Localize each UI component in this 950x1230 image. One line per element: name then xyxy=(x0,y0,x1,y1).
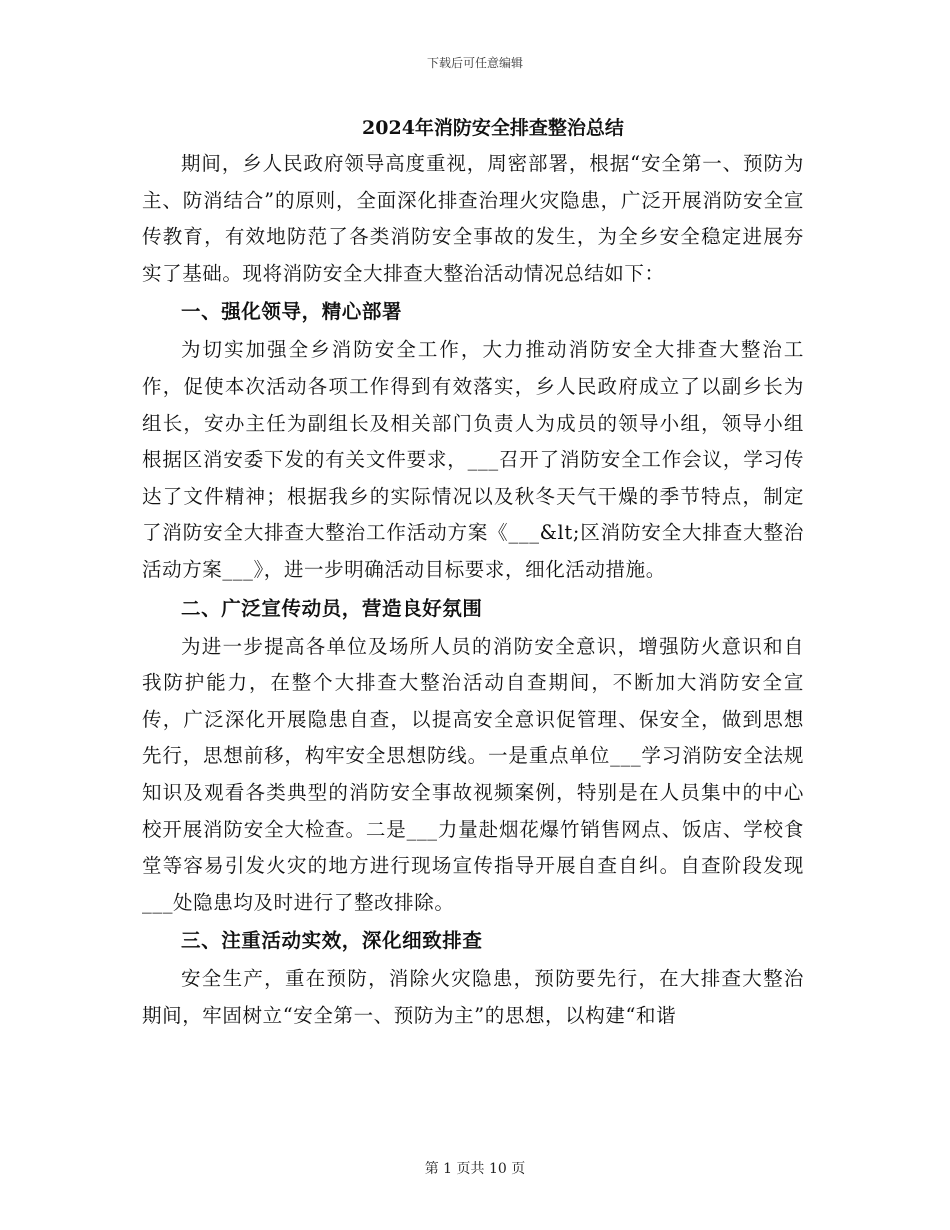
section-1-heading: 一、强化领导，精心部署 xyxy=(181,300,403,324)
intro-paragraph: 期间，乡人民政府领导高度重视，周密部署，根据“安全第一、预防为主、防消结合”的原则，全面深化排查治理火灾隐患，广泛开展消防安全宣传教育，有效地防范了各类消防安全事故的发生，为全乡安全稳定进展夯实了基础。现将消防安全大排查大整治活动情况总结如下： xyxy=(142,152,804,285)
header-note: 下载后可任意编辑 xyxy=(426,56,523,70)
section-3-paragraph: 安全生产，重在预防，消除火灾隐患，预防要先行，在大排查大整治期间，牢固树立“安全第一、预防为主”的思想，以构建“和谐 xyxy=(142,967,804,1027)
section-3-heading: 三、注重活动实效，深化细致排查 xyxy=(181,929,483,953)
document-body xyxy=(142,110,804,1034)
document-title: 2024年消防安全排查整治总结 xyxy=(362,117,624,139)
page-number: 第 1 页共 10 页 xyxy=(424,1161,526,1177)
section-2-heading: 二、广泛宣传动员，营造良好氛围 xyxy=(181,596,483,620)
section-1-paragraph: 为切实加强全乡消防安全工作，大力推动消防安全大排查大整治工作，促使本次活动各项工作得到有效落实，乡人民政府成立了以副乡长为组长，安办主任为副组长及相关部门负责人为成员的领导小组，领导小组根据区消安委下发的有关文件要求，___召开了消防安全工作会议，学习传达了文件精神；根据我乡的实际情况以及秋冬天气干燥的季节特点，制定了消防安全大排查大整治工作活动方案《___&lt;区消防安全大排查大整治活动方案___》，进一步明确活动目标要求，细化活动措施。 xyxy=(142,338,804,581)
section-2-paragraph: 为进一步提高各单位及场所人员的消防安全意识，增强防火意识和自我防护能力，在整个大排查大整治活动自查期间，不断加大消防安全宣传，广泛深化开展隐患自查，以提高安全意识促管理、保安全，做到思想先行，思想前移，构牢安全思想防线。一是重点单位___学习消防安全法规知识及观看各类典型的消防安全事故视频案例，特别是在人员集中的中心校开展消防安全大检查。二是___力量赴烟花爆竹销售网点、饭店、学校食堂等容易引发火灾的地方进行现场宣传指导开展自查自纠。自查阶段发现___处隐患均及时进行了整改排除。 xyxy=(142,634,804,914)
